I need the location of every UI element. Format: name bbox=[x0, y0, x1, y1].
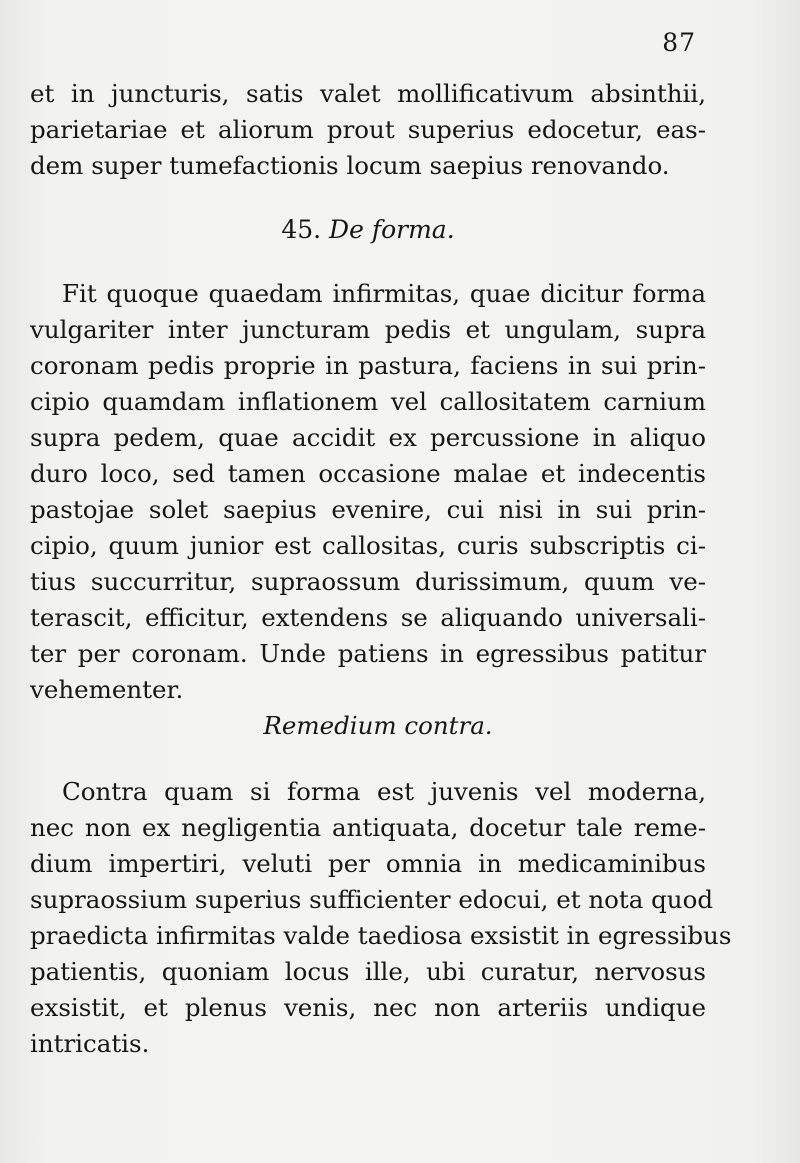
text-line: coronam pedis proprie in pastura, faciens in sui prin- bbox=[30, 351, 706, 380]
text-line: exsistit, et plenus venis, nec non arteriis undique bbox=[30, 993, 706, 1022]
section-title: De forma. bbox=[329, 215, 455, 244]
text-line: Fit quoque quaedam infirmitas, quae dicitur forma bbox=[62, 279, 706, 308]
text-line: praedicta infirmitas valde taediosa exsistit in egressibus bbox=[30, 921, 732, 950]
text-line: et in juncturis, satis valet mollificativum absinthii, bbox=[30, 79, 706, 108]
text-line: tius succurritur, supraossum durissimum, quum ve- bbox=[30, 567, 706, 596]
text-line: Contra quam si forma est juvenis vel moderna, bbox=[62, 777, 706, 806]
text-line: vehementer. bbox=[30, 675, 184, 704]
text-line: vulgariter inter juncturam pedis et ungulam, supra bbox=[30, 315, 706, 344]
text-line: ter per coronam. Unde patiens in egressibus patitur bbox=[30, 639, 706, 668]
section-number: 45. bbox=[281, 215, 322, 244]
text-line: dem super tumefactionis locum saepius renovando. bbox=[30, 151, 670, 180]
text-line: patientis, quoniam locus ille, ubi curatur, nervosus bbox=[30, 957, 706, 986]
text-line: supraossium superius sufficienter edocui, et nota quod bbox=[30, 885, 714, 914]
section-heading bbox=[30, 212, 706, 248]
text-line: supra pedem, quae accidit ex percussione in aliquo bbox=[30, 423, 706, 452]
text-line: intricatis. bbox=[30, 1029, 150, 1058]
page-number: 87 bbox=[662, 28, 696, 57]
text-line: cipio quamdam inflationem vel callositatem carnium bbox=[30, 387, 706, 416]
text-line: cipio, quum junior est callositas, curis subscriptis ci- bbox=[30, 531, 706, 560]
page-text bbox=[30, 76, 732, 1062]
text-line: dium impertiri, veluti per omnia in medicaminibus bbox=[30, 849, 706, 878]
text-line: parietariae et aliorum prout superius edocetur, eas- bbox=[30, 115, 706, 144]
text-line: terascit, efficitur, extendens se aliquando universali- bbox=[30, 603, 706, 632]
paragraph-2 bbox=[30, 276, 706, 708]
paragraph-1 bbox=[30, 76, 706, 184]
text-line: duro loco, sed tamen occasione malae et indecentis bbox=[30, 459, 706, 488]
text-line: pastojae solet saepius evenire, cui nisi in sui prin- bbox=[30, 495, 706, 524]
subsection-heading: Remedium contra. bbox=[263, 711, 493, 740]
paragraph-3 bbox=[30, 774, 732, 1062]
text-line: nec non ex negligentia antiquata, docetur tale reme- bbox=[30, 813, 706, 842]
